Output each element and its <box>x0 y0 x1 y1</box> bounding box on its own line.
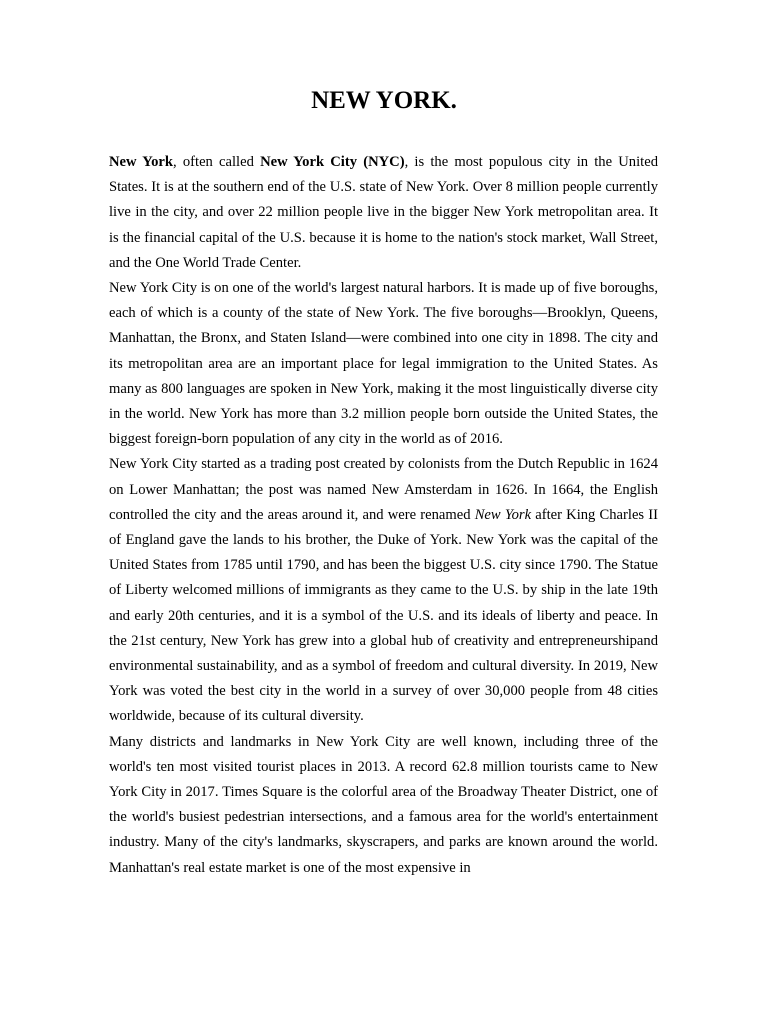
paragraph-intro <box>109 150 658 276</box>
intro-text-3: , is the most populous city in the United States. It is at the southern end of the U.S. state of New York. Over 8 million people currently live in the city, and over 22 million people live in the bigger New York metropolitan area. It is the financial capital of the U.S. because it is home to the nation's stock market, Wall Street, and the One World Trade Center. <box>109 154 658 271</box>
bold-term-nyc: (NYC) <box>363 154 405 170</box>
intro-text-1: , often called <box>173 154 261 170</box>
paragraph-landmarks: Many districts and landmarks in New York City are well known, including three of the world's ten most visited tourist places in 2013. A record 62.8 million tourists came to New York City in 2017. Times Square is the colorful area of the Broadway Theater District, one of the world's busiest pedestrian intersections, and a famous area for the world's entertainment industry. Many of the city's landmarks, skyscrapers, and parks are known around the world. Manhattan's real estate market is one of the most expensive in <box>109 733 658 876</box>
page-title: NEW YORK. <box>311 87 457 114</box>
document-body <box>109 150 658 881</box>
history-text-1: New York City started as a trading post created by colonists from the Dutch Republic in 1624 on Lower Manhattan; the post was named New Amsterdam in 1626. In 1664, the English controlled the city and the areas around it, and were renamed <box>109 456 658 523</box>
italic-term-new-york: New York <box>474 506 532 523</box>
bold-term-new-york: New York <box>109 154 174 170</box>
bold-term-new-york-city: New York City <box>260 154 358 170</box>
history-text-2: after King Charles II of England gave the lands to his brother, the Duke of York. New York was the capital of the United States from 1785 until 1790, and has been the biggest U.S. city since 1790. The Statue of Liberty welcomed millions of immigrants as they came to the U.S. by ship in the late 19th and early 20th centuries, and it is a symbol of the U.S. and its ideals of liberty and peace. In the 21st century, New York has grew into a global hub of creativity and entrepreneurshipand environmental sustainability, and as a symbol of freedom and cultural diversity. In 2019, New York was voted the best city in the world in a survey of over 30,000 people from 48 cities worldwide, because of its cultural diversity. <box>109 506 659 725</box>
paragraph-history <box>109 452 658 729</box>
paragraph-geography: New York City is on one of the world's largest natural harbors. It is made up of five boroughs, each of which is a county of the state of New York. The five boroughs—Brooklyn, Queens, Manhattan, the Bronx, and Staten Island—were combined into one city in 1898. The city and its metropolitan area are an important place for legal immigration to the United States. As many as 800 languages are spoken in New York, making it the most linguistically diverse city in the world. New York has more than 3.2 million people born outside the United States, the biggest foreign-born population of any city in the world as of 2016. <box>109 280 658 448</box>
